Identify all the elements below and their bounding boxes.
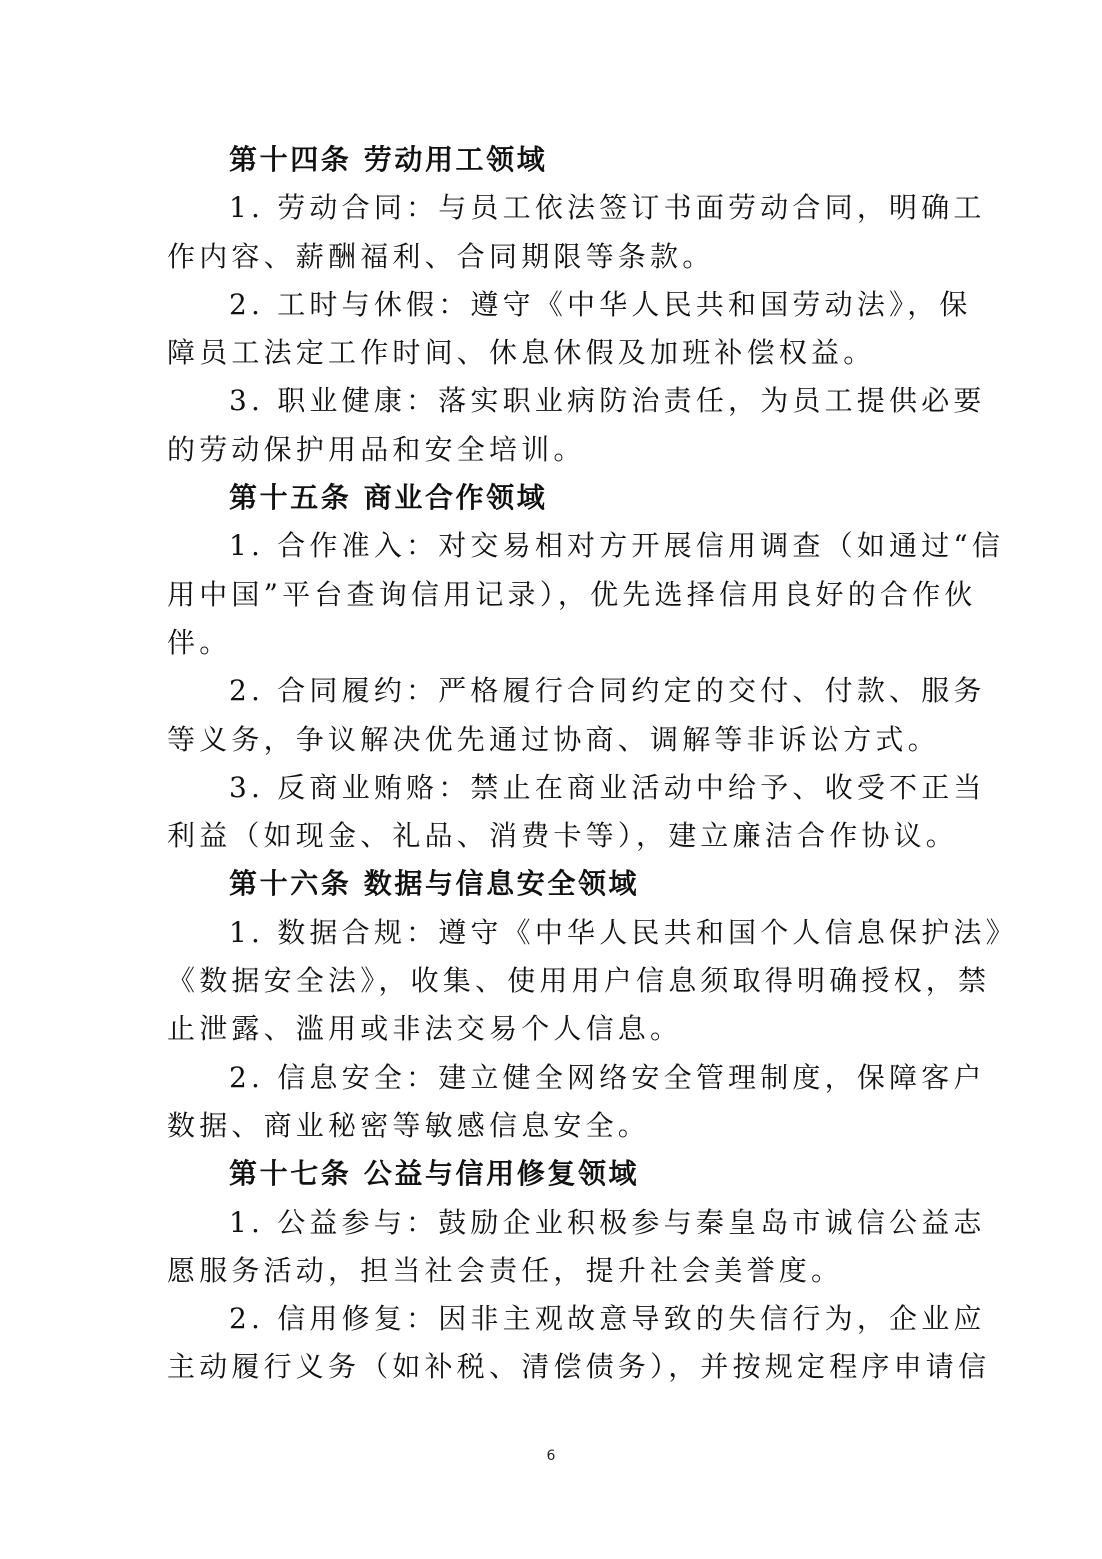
paragraph-line: 3. 职业健康：落实职业病防治责任，为员工提供必要 [229,384,986,418]
paragraph-line: 2. 工时与休假：遵守《中华人民共和国劳动法》，保 [229,287,972,321]
paragraph-line: 等义务，争议解决优先通过协商、调解等非诉讼方式。 [167,722,940,756]
paragraph-line: 止泄露、滥用或非法交易个人信息。 [167,1012,683,1046]
paragraph-line: 障员工法定工作时间、休息休假及加班补偿权益。 [167,336,876,370]
paragraph-line: 《数据安全法》，收集、使用用户信息须取得明确授权，禁 [167,964,991,998]
paragraph-line: 2. 信用修复：因非主观故意导致的失信行为，企业应 [229,1302,986,1336]
section-heading: 第十五条 商业合作领域 [229,481,548,515]
paragraph-line: 数据、商业秘密等敏感信息安全。 [167,1108,651,1142]
paragraph-line: 1. 劳动合同：与员工依法签订书面劳动合同，明确工 [229,191,986,225]
paragraph-line: 3. 反商业贿赂：禁止在商业活动中给予、收受不正当 [229,770,986,804]
paragraph-line: 利益（如现金、礼品、消费卡等），建立廉洁合作协议。 [167,819,959,853]
paragraph-line: 的劳动保护用品和安全培训。 [167,432,586,466]
paragraph-line: 伴。 [167,625,232,659]
paragraph-line: 2. 合同履约：严格履行合同约定的交付、付款、服务 [229,674,986,708]
paragraph-line: 用中国”平台查询信用记录），优先选择信用良好的合作伙 [167,577,977,611]
section-heading: 第十六条 数据与信息安全领域 [229,867,640,901]
section-heading: 第十四条 劳动用工领域 [229,143,548,176]
paragraph-line: 1. 合作准入：对交易相对方开展信用调查（如通过“信 [229,529,1005,563]
page-number: 6 [546,1448,556,1464]
paragraph-line: 愿服务活动，担当社会责任，提升社会美誉度。 [167,1253,844,1287]
paragraph-line: 1. 公益参与：鼓励企业积极参与秦皇岛市诚信公益志 [229,1205,986,1239]
section-heading: 第十七条 公益与信用修复领域 [229,1157,640,1191]
paragraph-line: 主动履行义务（如补税、清偿债务），并按规定程序申请信 [167,1350,991,1384]
paragraph-line: 作内容、薪酬福利、合同期限等条款。 [167,239,715,273]
document-body [167,136,1018,1392]
paragraph-line: 2. 信息安全：建立健全网络安全管理制度，保障客户 [229,1060,986,1094]
paragraph-line: 1. 数据合规：遵守《中华人民共和国个人信息保护法》 [229,915,1018,949]
